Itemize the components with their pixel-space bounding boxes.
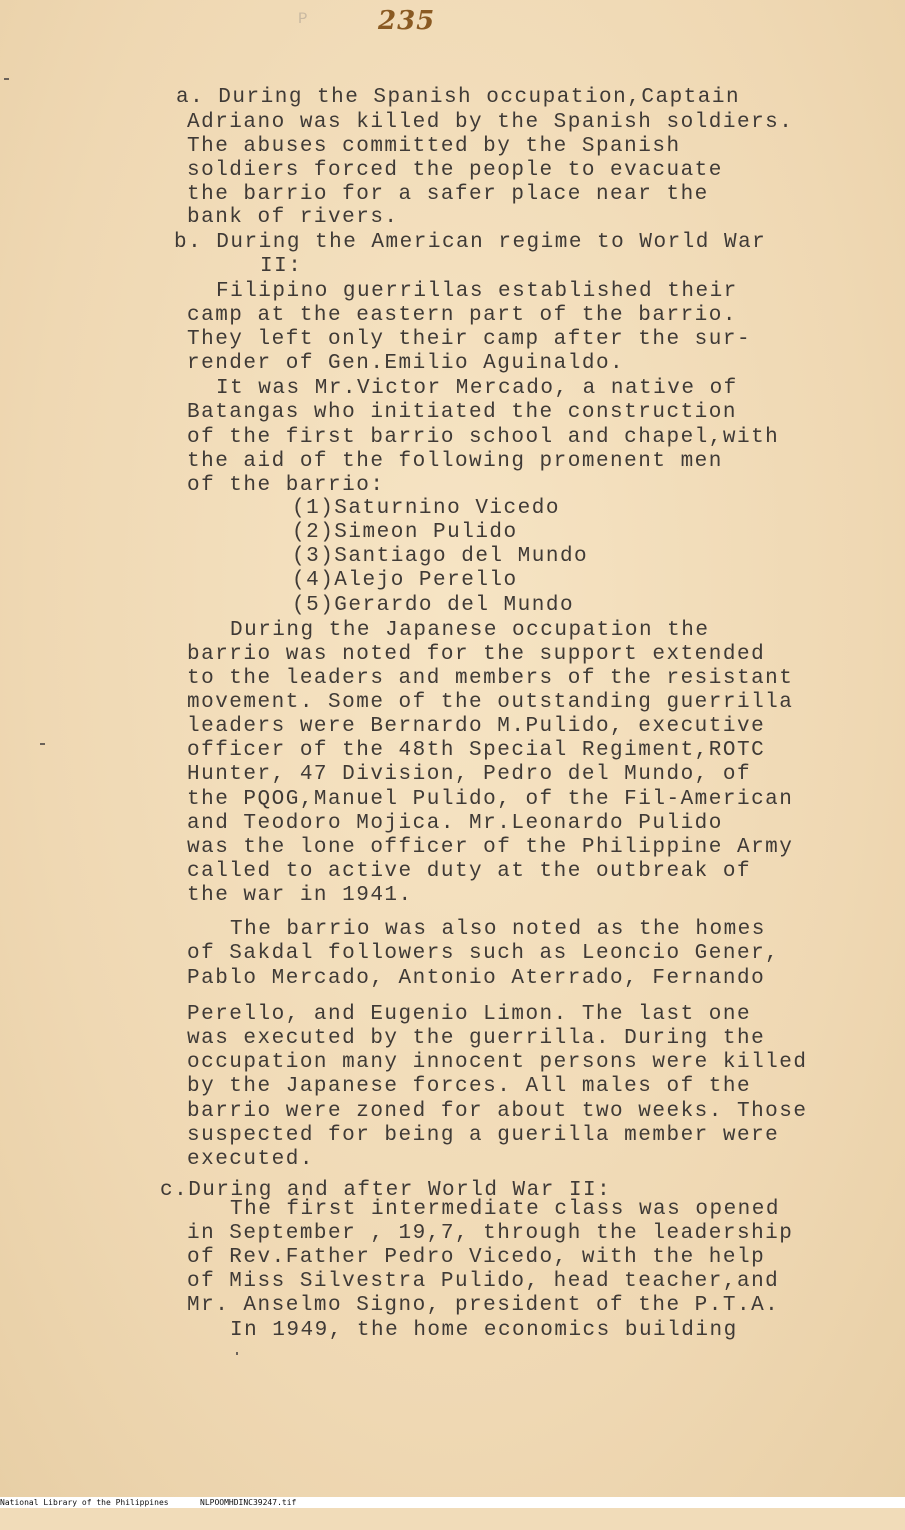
- text-line: The abuses committed by the Spanish: [187, 135, 681, 158]
- text-line: the war in 1941.: [187, 884, 413, 907]
- text-line: of Rev.Father Pedro Vicedo, with the help: [187, 1246, 766, 1269]
- text-line: in September , 19,7, through the leadership: [187, 1222, 794, 1245]
- text-line: camp at the eastern part of the barrio.: [187, 304, 737, 327]
- text-line: (1)Saturnino Vicedo: [292, 497, 560, 520]
- text-line: of the first barrio school and chapel,with: [187, 426, 780, 449]
- text-line: Mr. Anselmo Signo, president of the P.T.A.: [187, 1294, 780, 1317]
- text-line: In 1949, the home economics building: [230, 1319, 738, 1342]
- text-line: the PQOG,Manuel Pulido, of the Fil-American: [187, 788, 794, 811]
- text-line: called to active duty at the outbreak of: [187, 860, 752, 883]
- text-line: officer of the 48th Special Regiment,ROTC: [187, 739, 766, 762]
- text-line: II:: [260, 255, 303, 278]
- faint-page-mark: P: [298, 10, 308, 28]
- text-line: suspected for being a guerilla member were: [187, 1124, 780, 1147]
- margin-mark: [40, 743, 45, 745]
- text-line: Adriano was killed by the Spanish soldiers.: [187, 111, 794, 134]
- text-line: c.During and after World War II:: [160, 1179, 612, 1202]
- text-line: barrio was noted for the support extended: [187, 643, 766, 666]
- text-line: Pablo Mercado, Antonio Aterrado, Fernando: [187, 967, 766, 990]
- text-line: (4)Alejo Perello: [292, 569, 518, 592]
- footer-institution: National Library of the Philippines: [0, 1498, 169, 1507]
- text-line: barrio were zoned for about two weeks. Those: [187, 1100, 808, 1123]
- text-line: was the lone officer of the Philippine Army: [187, 836, 794, 859]
- text-line: to the leaders and members of the resistant: [187, 667, 794, 690]
- text-line: Hunter, 47 Division, Pedro del Mundo, of: [187, 763, 752, 786]
- text-line: a. During the Spanish occupation,Captain: [176, 86, 741, 109]
- text-line: bank of rivers.: [187, 206, 399, 229]
- text-line: During the Japanese occupation the: [230, 619, 710, 642]
- text-line: soldiers forced the people to evacuate: [187, 159, 723, 182]
- text-line: (5)Gerardo del Mundo: [292, 594, 575, 617]
- text-line: of Sakdal followers such as Leoncio Gener,: [187, 942, 780, 965]
- text-line: movement. Some of the outstanding guerrilla: [187, 691, 794, 714]
- text-line: Filipino guerrillas established their: [216, 280, 738, 303]
- footer-filename: NLPOOMHDINC39247.tif: [200, 1498, 297, 1507]
- text-line: the barrio for a safer place near the: [187, 183, 709, 206]
- text-line: They left only their camp after the sur-: [187, 328, 752, 351]
- text-line: render of Gen.Emilio Aguinaldo.: [187, 352, 625, 375]
- text-line: of the barrio:: [187, 474, 385, 497]
- text-line: and Teodoro Mojica. Mr.Leonardo Pulido: [187, 812, 723, 835]
- text-line: The barrio was also noted as the homes: [230, 918, 766, 941]
- text-line: by the Japanese forces. All males of the: [187, 1075, 752, 1098]
- text-line: occupation many innocent persons were killed: [187, 1051, 808, 1074]
- text-line: The first intermediate class was opened: [230, 1198, 780, 1221]
- text-line: of Miss Silvestra Pulido, head teacher,and: [187, 1270, 780, 1293]
- text-line: was executed by the guerrilla. During the: [187, 1027, 766, 1050]
- margin-mark: [236, 1352, 238, 1355]
- text-line: the aid of the following promenent men: [187, 450, 723, 473]
- text-line: executed.: [187, 1148, 314, 1171]
- page-number: 235: [378, 6, 436, 36]
- text-line: Batangas who initiated the construction: [187, 401, 737, 424]
- text-line: It was Mr.Victor Mercado, a native of: [216, 377, 738, 400]
- text-line: leaders were Bernardo M.Pulido, executive: [187, 715, 766, 738]
- text-line: (2)Simeon Pulido: [292, 521, 518, 544]
- scan-footer: [0, 1497, 905, 1508]
- text-line: b. During the American regime to World War: [174, 231, 767, 254]
- text-line: (3)Santiago del Mundo: [292, 545, 589, 568]
- margin-mark: [4, 78, 9, 80]
- text-line: Perello, and Eugenio Limon. The last one: [187, 1003, 752, 1026]
